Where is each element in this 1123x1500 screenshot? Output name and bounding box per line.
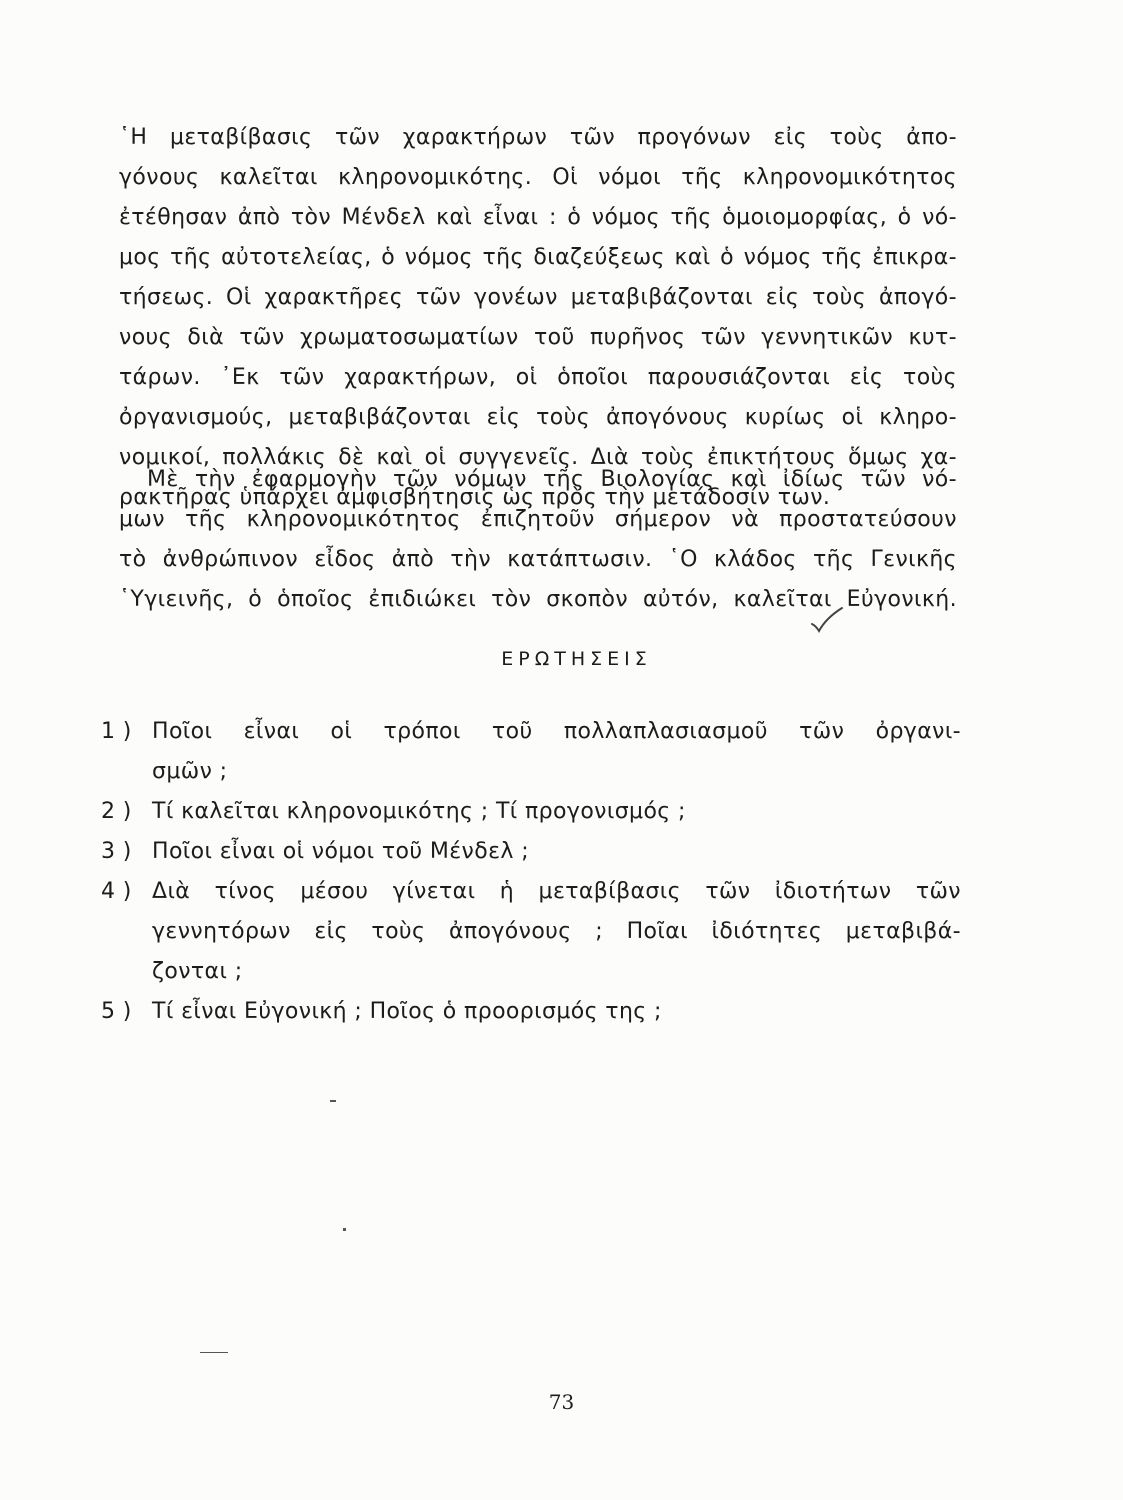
question-item-continuation xyxy=(101,952,961,992)
scan-speck xyxy=(343,1228,346,1231)
question-item xyxy=(101,992,961,1032)
question-item xyxy=(101,832,961,872)
question-text: Ποῖοι εἶναι οἱ τρόποι τοῦ πολλαπλασιασμοῦ τῶν ὀργανι- xyxy=(152,719,961,744)
question-text: γεννητόρων εἰς τοὺς ἀπογόνους ; Ποῖαι ἰδιότητες μεταβιβά- xyxy=(152,919,961,944)
question-number: 4 ) xyxy=(101,879,132,904)
question-text: Διὰ τίνος μέσου γίνεται ἡ μεταβίβασις τῶν ἰδιοτήτων τῶν xyxy=(152,879,961,904)
question-item xyxy=(101,872,961,912)
question-text: Τί καλεῖται κληρονομικότης ; Τί προγονισμός ; xyxy=(152,799,686,824)
paragraph-line: τήσεως. Οἱ χαρακτῆρες τῶν γονέων μεταβιβάζονται εἰς τοὺς ἀπογό- xyxy=(119,285,957,310)
paragraph-line: μος τῆς αὐτοτελείας, ὁ νόμος τῆς διαζεύξεως καὶ ὁ νόμος τῆς ἐπικρα- xyxy=(119,245,957,270)
scan-speck xyxy=(200,1352,228,1353)
question-number: 5 ) xyxy=(101,999,132,1024)
question-item xyxy=(101,792,961,832)
paragraph-line: Μὲ τὴν ἐφαρμογὴν τῶν νόμων τῆς Βιολογίας καὶ ἰδίως τῶν νό- xyxy=(147,467,957,492)
paragraph-line: τὸ ἀνθρώπινον εἶδος ἀπὸ τὴν κατάπτωσιν. ῾Ο κλάδος τῆς Γενικῆς xyxy=(119,547,957,572)
paragraph-line: μων τῆς κληρονομικότητος ἐπιζητοῦν σήμερον νὰ προστατεύσουν xyxy=(119,507,957,532)
question-text: σμῶν ; xyxy=(152,759,228,784)
paragraph-line: ὀργανισμούς, μεταβιβάζονται εἰς τοὺς ἀπογόνους κυρίως οἱ κληρο- xyxy=(119,405,957,430)
paragraph-line: ἐτέθησαν ἀπὸ τὸν Μένδελ καὶ εἶναι : ὁ νόμος τῆς ὁμοιομορφίας, ὁ νό- xyxy=(119,205,957,230)
question-number: 3 ) xyxy=(101,839,132,864)
questions-list xyxy=(101,712,961,1032)
paragraph-line: νομικοί, πολλάκις δὲ καὶ οἱ συγγενεῖς. Διὰ τοὺς ἐπικτήτους ὅμως χα- xyxy=(119,445,957,470)
paragraph-eugenics xyxy=(119,460,957,620)
question-text: Τί εἶναι Εὐγονική ; Ποῖος ὁ προορισμός της ; xyxy=(152,999,662,1024)
question-text: ζονται ; xyxy=(152,959,243,984)
questions-heading: ΕΡΩΤΗΣΕΙΣ xyxy=(501,648,652,670)
pencil-checkmark-icon xyxy=(810,606,844,634)
paragraph-line: τάρων. ᾽Εκ τῶν χαρακτήρων, οἱ ὁποῖοι παρουσιάζονται εἰς τοὺς xyxy=(119,365,957,390)
question-item-continuation xyxy=(101,752,961,792)
question-item xyxy=(101,712,961,752)
paragraph-line: ῾Η μεταβίβασις τῶν χαρακτήρων τῶν προγόνων εἰς τοὺς ἀπο- xyxy=(119,125,957,150)
scan-speck xyxy=(330,1100,336,1102)
paragraph-heredity xyxy=(119,118,957,518)
question-item-continuation xyxy=(101,912,961,952)
page-number: 73 xyxy=(548,1390,575,1414)
paragraph-line: ρακτῆρας ὑπάρχει ἀμφισβήτησις ὡς πρὸς τὴν μετάδοσίν των. xyxy=(119,485,831,510)
question-text: Ποῖοι εἶναι οἱ νόμοι τοῦ Μένδελ ; xyxy=(152,839,530,864)
question-number: 1 ) xyxy=(101,719,132,744)
paragraph-line: γόνους καλεῖται κληρονομικότης. Οἱ νόμοι τῆς κληρονομικότητος xyxy=(119,165,957,190)
question-number: 2 ) xyxy=(101,799,132,824)
paragraph-line: ῾Υγιεινῆς, ὁ ὁποῖος ἐπιδιώκει τὸν σκοπὸν αὐτόν, καλεῖται Εὐγονική. xyxy=(119,587,957,612)
paragraph-line: νους διὰ τῶν χρωματοσωματίων τοῦ πυρῆνος τῶν γεννητικῶν κυτ- xyxy=(119,325,957,350)
